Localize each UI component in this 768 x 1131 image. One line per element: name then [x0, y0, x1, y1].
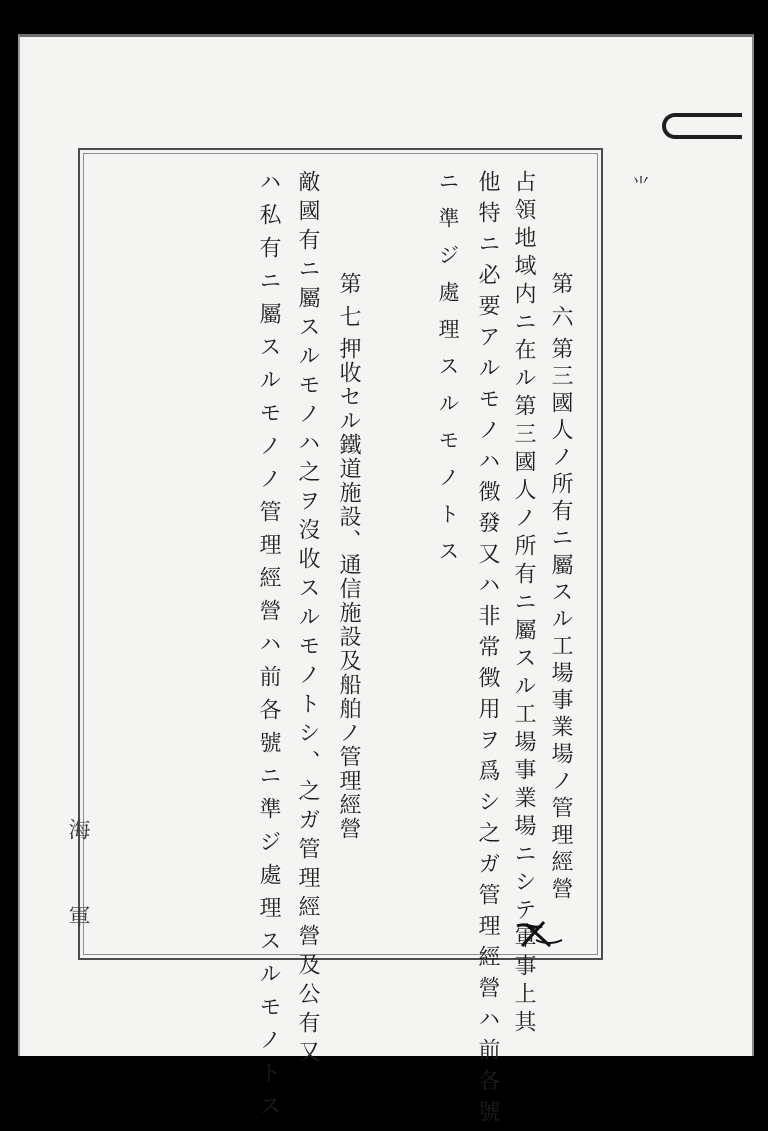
- article7-title: 押收セル鐵道施設、通信施設及船舶ノ管理經營: [336, 337, 361, 841]
- handwritten-mark-icon: ⺌: [629, 175, 650, 193]
- article6-body-line-3: ニ準ジ處理スルモノトス: [436, 170, 460, 577]
- article7-body-line-1: 敵國有ニ屬スルモノハ之ヲ沒收スルモノトシ、之ガ管理經營及公有又: [295, 170, 320, 1069]
- margin-char-kai: 海: [65, 818, 90, 840]
- article6-heading: 第六: [548, 272, 573, 338]
- margin-char-gun: 軍: [65, 905, 90, 927]
- paper-clip-mark: [662, 113, 742, 139]
- article7-body-line-2: ハ私有ニ屬スルモノノ管理經營ハ前各號ニ準ジ處理スルモノトス: [256, 170, 281, 1127]
- article6-title: 第三國人ノ所有ニ屬スル工場事業場ノ管理經營: [548, 337, 573, 904]
- article6-body-line-2: 他特ニ必要アルモノハ徴發又ハ非常徴用ヲ爲シ之ガ管理經營ハ前各號: [475, 170, 500, 1131]
- correction-stamp-icon: [514, 918, 566, 950]
- article7-heading: 第七: [336, 272, 361, 338]
- article6-body-line-1: 占領地域内ニ在ル第三國人ノ所有ニ屬スル工場事業場ニシテ軍事上其: [511, 170, 536, 1038]
